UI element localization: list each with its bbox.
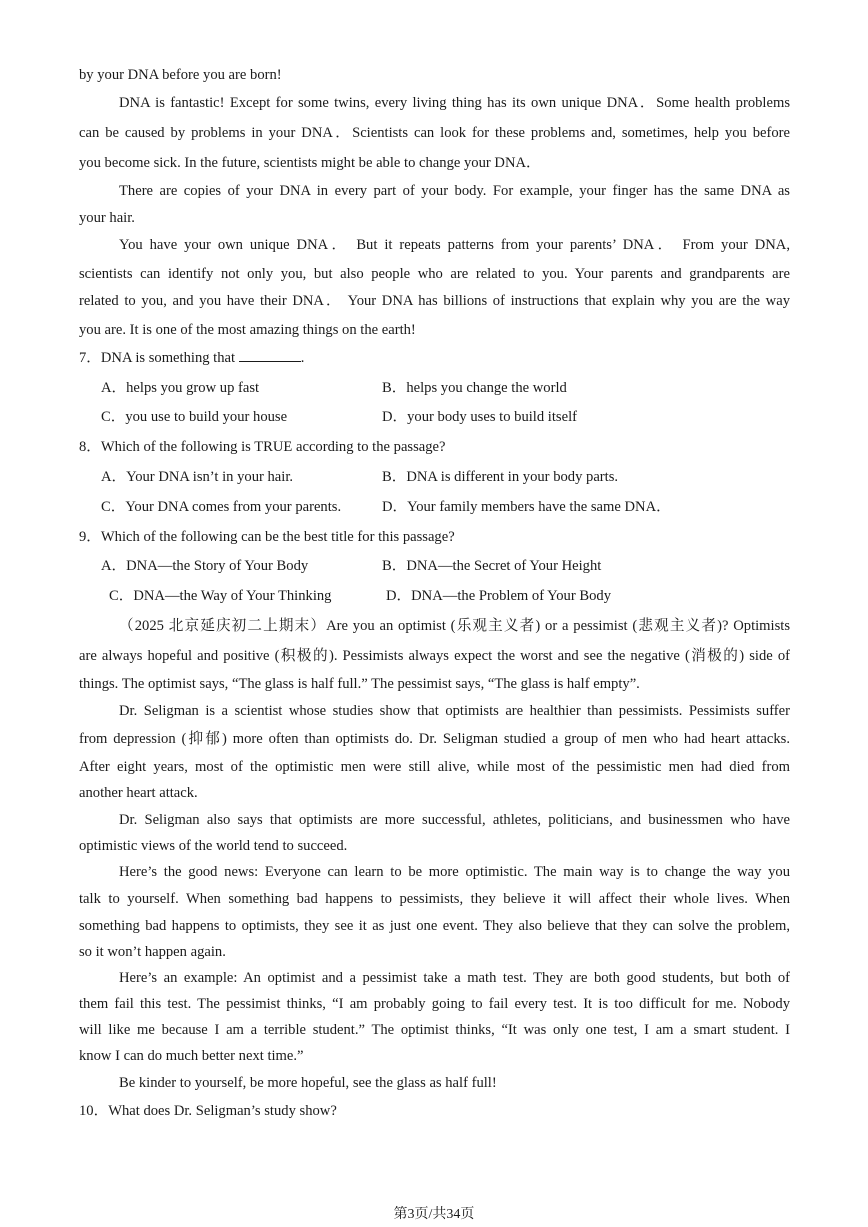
passage-line: talk to yourself. When something bad happens to pessimists, they believe it will affect their whole lives. When [79,891,790,907]
question-9-option-c: C．DNA—the Way of Your Thinking [109,588,332,604]
passage-line: Here’s an example: An optimist and a pessimist take a math test. They are both good students, but both of [119,970,790,986]
question-7-stem [79,349,790,367]
passage-line: are always hopeful and positive (积极的). Pessimists always expect the worst and see the negative (消极的) side of [79,648,790,664]
passage-line: will like me because I am a terrible student.” The optimist thinks, “It was only one test, I am a smart student. I [79,1022,790,1038]
passage-line: so it won’t happen again. [79,944,226,960]
passage-line: Be kinder to yourself, be more hopeful, see the glass as half full! [119,1075,497,1091]
question-8-option-a: A．Your DNA isn’t in your hair. [101,469,294,485]
question-7-option-d: D．your body uses to build itself [382,409,577,425]
question-7-stem-end: . [300,350,305,366]
passage-line: scientists can identify not only you, but also people who are related to you. Your parents and grandparents are [79,266,790,282]
passage-line: （2025 北京延庆初二上期末）Are you an optimist (乐观主义者) or a pessimist (悲观主义者)? Optimists [119,618,790,634]
passage-line: them fail this test. The pessimist thinks, “I am probably going to fail every test. It is too difficult for me. Nobody [79,996,790,1012]
passage-line: by your DNA before you are born! [79,67,282,83]
question-8-option-b: B．DNA is different in your body parts. [382,469,619,485]
passage-line: things. The optimist says, “The glass is half full.” The pessimist says, “The glass is half empty”. [79,676,640,692]
question-7-option-a: A．helps you grow up fast [101,380,260,396]
question-9-option-d: D．DNA—the Problem of Your Body [386,588,611,604]
question-8-option-d: D．Your family members have the same DNA． [382,499,671,515]
passage-line: You have your own unique DNA． But it repeats patterns from your parents’ DNA． From your DNA, [119,237,790,253]
question-9-option-a: A．DNA—the Story of Your Body [101,558,309,574]
passage-line: your hair. [79,210,135,226]
passage-line: After eight years, most of the optimistic men were still alive, while most of the pessimistic men had died from [79,759,790,775]
passage-line: related to you, and you have their DNA． Your DNA has billions of instructions that explain why you are the way [79,293,790,309]
passage-line: can be caused by problems in your DNA．Scientists can look for these problems and, sometimes, help you before [79,125,790,141]
answer-blank [239,349,301,362]
passage-line: There are copies of your DNA in every part of your body. For example, your finger has the same DNA as [119,183,790,199]
passage-line: you are. It is one of the most amazing things on the earth! [79,322,416,338]
passage-line: DNA is fantastic! Except for some twins, every living thing has its own unique DNA．Some health problems [119,95,790,111]
question-7-stem-text: 7．DNA is something that [79,350,239,366]
question-9-stem: 9．Which of the following can be the best title for this passage? [79,529,455,545]
passage-line: Here’s the good news: Everyone can learn to be more optimistic. The main way is to change the way you [119,864,790,880]
passage-line: from depression (抑郁) more often than optimists do. Dr. Seligman studied a group of men who had heart attacks. [79,731,790,747]
passage-line: you become sick. In the future, scientists might be able to change your DNA． [79,155,541,171]
question-9-option-b: B．DNA—the Secret of Your Height [382,558,602,574]
question-10-stem: 10．What does Dr. Seligman’s study show? [79,1103,337,1119]
question-8-option-c: C．Your DNA comes from your parents. [101,499,342,515]
passage-line: another heart attack. [79,785,198,801]
question-7-option-b: B．helps you change the world [382,380,567,396]
passage-line: Dr. Seligman also says that optimists are more successful, athletes, politicians, and businessmen who have [119,812,790,828]
passage-line: know I can do much better next time.” [79,1048,304,1064]
question-8-stem: 8．Which of the following is TRUE according to the passage? [79,439,446,455]
passage-line: optimistic views of the world tend to succeed. [79,838,348,854]
passage-line: Dr. Seligman is a scientist whose studies show that optimists are healthier than pessimists. Pessimists suffer [119,703,790,719]
passage-line: something bad happens to optimists, they see it as just one event. They also believe that they can solve the problem, [79,918,790,934]
page-number: 第3页/共34页 [393,1207,475,1222]
question-7-option-c: C．you use to build your house [101,409,288,425]
